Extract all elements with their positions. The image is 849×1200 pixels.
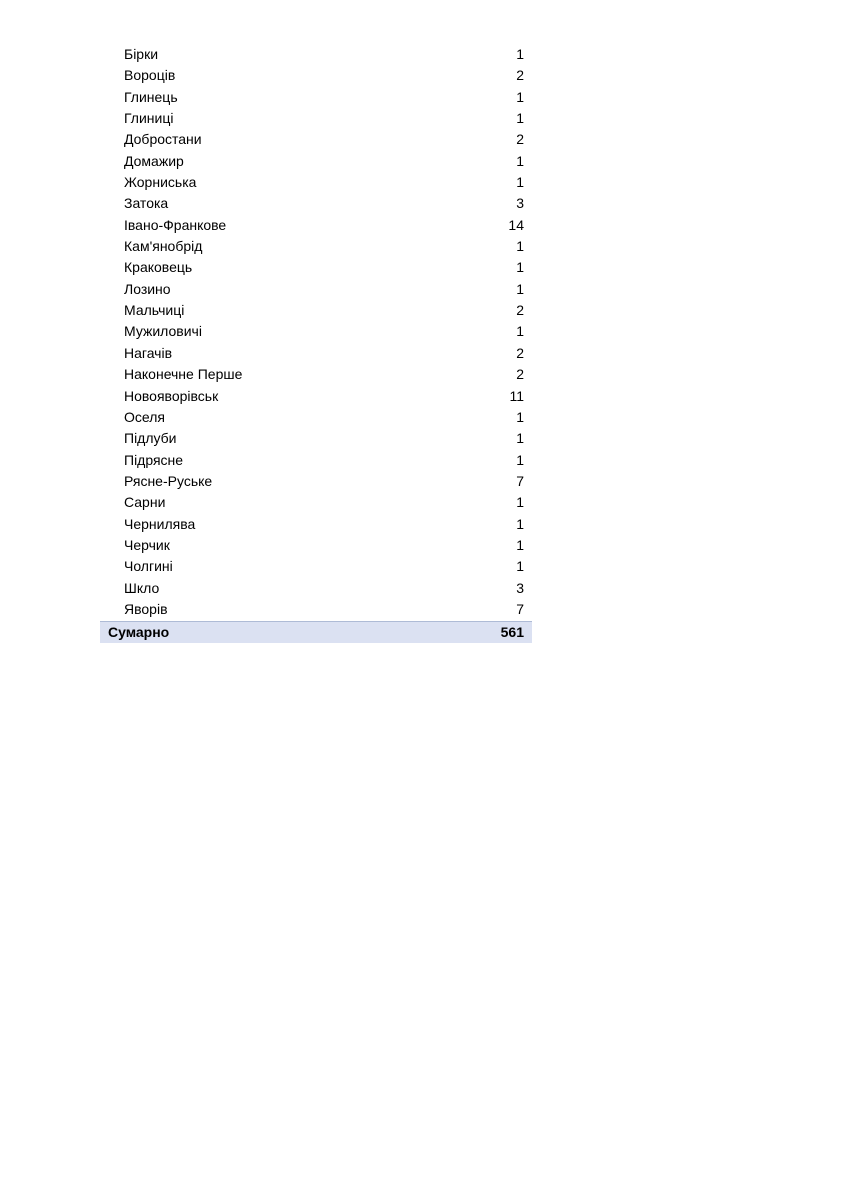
locality-name: Чернилява bbox=[124, 515, 196, 532]
locality-name: Глиниці bbox=[124, 110, 174, 127]
table-row bbox=[100, 599, 532, 620]
locality-count: 1 bbox=[516, 323, 524, 340]
table-row bbox=[100, 364, 532, 385]
table-row bbox=[100, 257, 532, 278]
locality-count: 1 bbox=[516, 259, 524, 276]
locality-count: 1 bbox=[516, 558, 524, 575]
table-row bbox=[100, 193, 532, 214]
locality-name: Глинець bbox=[124, 88, 178, 105]
locality-name: Мужиловичі bbox=[124, 323, 202, 340]
table-row bbox=[100, 450, 532, 471]
locality-count: 1 bbox=[516, 238, 524, 255]
total-value: 561 bbox=[500, 624, 524, 641]
locality-count: 1 bbox=[516, 451, 524, 468]
table-row bbox=[100, 65, 532, 86]
table-row bbox=[100, 556, 532, 577]
locality-name: Наконечне Перше bbox=[124, 366, 243, 383]
locality-name: Сарни bbox=[124, 494, 166, 511]
locality-name: Бірки bbox=[124, 46, 159, 62]
locality-name: Підлуби bbox=[124, 430, 177, 447]
locality-count: 1 bbox=[516, 515, 524, 532]
table-row bbox=[100, 151, 532, 172]
table-row bbox=[100, 492, 532, 513]
locality-count: 7 bbox=[516, 600, 524, 617]
locality-count: 2 bbox=[516, 131, 524, 148]
locality-name: Рясне-Руське bbox=[124, 472, 213, 489]
table-row bbox=[100, 87, 532, 108]
table-row bbox=[100, 407, 532, 428]
locality-name: Добростани bbox=[124, 131, 202, 148]
locality-count: 1 bbox=[516, 152, 524, 169]
table-row bbox=[100, 300, 532, 321]
table-row bbox=[100, 535, 532, 556]
table-body bbox=[100, 44, 532, 620]
locality-name: Підрясне bbox=[124, 451, 184, 468]
locality-name: Чолгині bbox=[124, 558, 173, 575]
locality-name: Затока bbox=[124, 195, 169, 212]
table-row bbox=[100, 428, 532, 449]
locality-count: 14 bbox=[508, 216, 524, 233]
locality-count: 1 bbox=[516, 88, 524, 105]
locality-count: 1 bbox=[516, 408, 524, 425]
table-row bbox=[100, 236, 532, 257]
locality-name: Кам'янобрід bbox=[124, 238, 203, 255]
locality-count: 1 bbox=[516, 430, 524, 447]
locality-name: Вороців bbox=[124, 67, 176, 84]
table-row bbox=[100, 44, 532, 65]
data-table bbox=[100, 44, 532, 643]
locality-name: Івано-Франкове bbox=[124, 216, 227, 233]
table-row bbox=[100, 321, 532, 342]
locality-count: 2 bbox=[516, 366, 524, 383]
locality-count: 3 bbox=[516, 579, 524, 596]
locality-name: Новояворівськ bbox=[124, 387, 219, 404]
table-row bbox=[100, 471, 532, 492]
locality-name: Домажир bbox=[124, 152, 184, 169]
table-row bbox=[100, 279, 532, 300]
locality-count: 7 bbox=[516, 472, 524, 489]
locality-name: Яворів bbox=[124, 600, 168, 617]
locality-count: 1 bbox=[516, 46, 524, 62]
locality-count: 11 bbox=[509, 387, 524, 404]
table-row bbox=[100, 578, 532, 599]
total-row bbox=[100, 621, 532, 643]
table-row bbox=[100, 386, 532, 407]
locality-count: 3 bbox=[516, 195, 524, 212]
total-label: Сумарно bbox=[108, 624, 170, 641]
locality-count: 1 bbox=[516, 280, 524, 297]
table-row bbox=[100, 514, 532, 535]
locality-count: 1 bbox=[516, 536, 524, 553]
locality-count: 2 bbox=[516, 302, 524, 319]
locality-count: 1 bbox=[516, 110, 524, 127]
table-row bbox=[100, 215, 532, 236]
locality-count: 2 bbox=[516, 67, 524, 84]
locality-name: Шкло bbox=[124, 579, 160, 596]
locality-count: 1 bbox=[516, 494, 524, 511]
locality-name: Черчик bbox=[124, 536, 170, 553]
table-row bbox=[100, 343, 532, 364]
locality-count: 1 bbox=[516, 174, 524, 191]
table-row bbox=[100, 172, 532, 193]
locality-name: Лозино bbox=[124, 280, 171, 297]
table-row bbox=[100, 108, 532, 129]
locality-name: Мальчиці bbox=[124, 302, 185, 319]
locality-count: 2 bbox=[516, 344, 524, 361]
locality-name: Краковець bbox=[124, 259, 193, 276]
locality-name: Оселя bbox=[124, 408, 165, 425]
table-row bbox=[100, 129, 532, 150]
locality-name: Жорниська bbox=[124, 174, 197, 191]
locality-name: Нагачів bbox=[124, 344, 173, 361]
